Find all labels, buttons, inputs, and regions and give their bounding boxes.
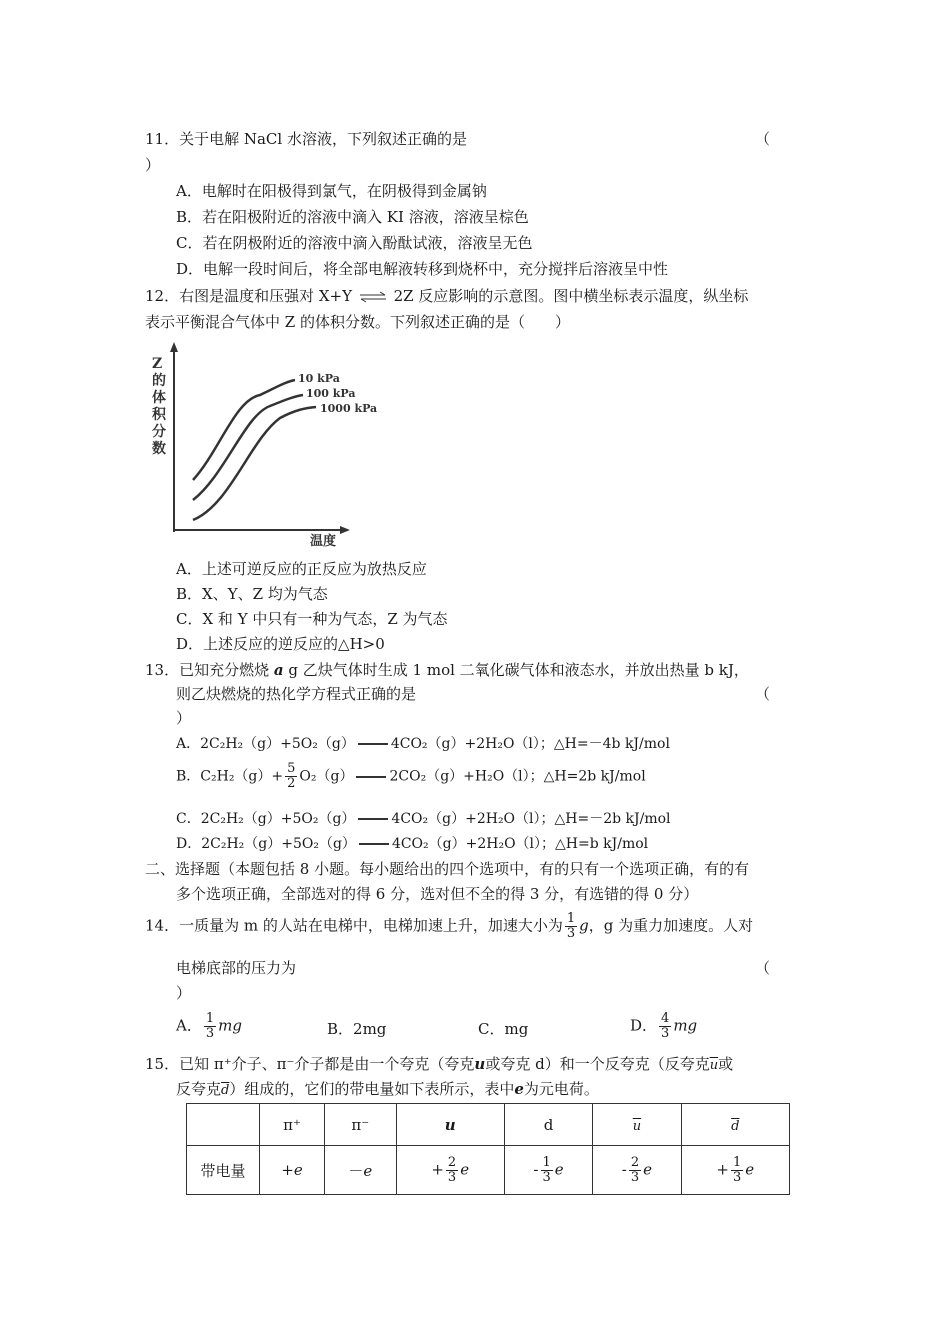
- cell-sign: -: [533, 1160, 539, 1178]
- frac-num: 1: [566, 911, 576, 926]
- q13-option-b-mid: O₂（g）: [299, 768, 354, 785]
- q14-option-d-label: D．: [630, 1016, 658, 1035]
- fraction-5-2: [285, 762, 297, 791]
- q14-g: g: [579, 916, 589, 935]
- q15-e: e: [514, 1080, 524, 1098]
- table-header-empty: [187, 1104, 260, 1146]
- cell-sym: e: [643, 1160, 653, 1178]
- q12-stem-b: 2Z 反应影响的示意图。图中横坐标表示温度，纵坐标: [393, 287, 749, 305]
- q13-stem-line1: [145, 659, 749, 680]
- table-header-dbar-text: d: [731, 1118, 740, 1134]
- curve-100kpa: [193, 395, 303, 500]
- q15-line2: [176, 1078, 599, 1099]
- frac-den: 3: [733, 1169, 742, 1185]
- q14-stem-line1: [145, 912, 753, 941]
- equals-sign-icon: [358, 818, 388, 820]
- frac-den: 3: [447, 1169, 457, 1185]
- q13-option-a-right: 4CO₂（g）+2H₂O（l）；△H=－4b kJ/mol: [390, 736, 670, 752]
- q11-option-a: A．电解时在阳极得到氯气，在阴极得到金属钠: [176, 182, 487, 200]
- curve-label-10kpa: 10 kPa: [298, 372, 340, 385]
- table-row: [187, 1146, 790, 1195]
- q14-option-a-label: A．: [176, 1016, 202, 1035]
- table-header-u: u: [396, 1104, 504, 1146]
- cell-sign: －: [348, 1161, 364, 1180]
- q15-dbar: d: [221, 1083, 230, 1098]
- q12-option-c: C．X 和 Y 中只有一种为气态，Z 为气态: [176, 610, 448, 628]
- q14-option-d: [630, 1012, 697, 1041]
- table-header-dbar: [681, 1104, 789, 1146]
- cell-sym: e: [554, 1160, 564, 1178]
- q13-paren-open: （: [755, 685, 771, 703]
- frac-num: 1: [205, 1011, 215, 1026]
- q13-option-d-left: D．2C₂H₂（g）+5O₂（g）: [176, 836, 356, 852]
- q13-option-c: [176, 808, 671, 828]
- equals-sign-icon: [359, 843, 389, 845]
- frac-den: 3: [661, 1026, 670, 1041]
- frac-den: 3: [205, 1026, 215, 1041]
- cell-sym: e: [293, 1161, 303, 1179]
- x-axis-label: 温度: [310, 534, 337, 549]
- q11-option-d: D．电解一段时间后，将全部电解液转移到烧杯中，充分搅拌后溶液呈中性: [176, 260, 669, 278]
- q14-option-a: [176, 1012, 242, 1041]
- table-cell: [681, 1146, 789, 1195]
- x-axis-arrow-icon: [340, 526, 350, 534]
- cell-sym: e: [460, 1160, 470, 1178]
- q12-stem-a: 12．右图是温度和压强对 X+Y: [145, 287, 353, 305]
- fraction-1-3: [204, 1012, 216, 1041]
- cell-sym: e: [363, 1161, 373, 1180]
- q13-option-c-left: C．2C₂H₂（g）+5O₂（g）: [176, 811, 356, 827]
- section2-line1: 二、选择题（本题包括 8 小题。每小题给出的四个选项中，有的只有一个选项正确，有的有: [145, 860, 750, 878]
- cell-frac: [629, 1156, 641, 1185]
- frac-num: 2: [447, 1154, 457, 1170]
- q13-stem-pre: 13．已知充分燃烧: [145, 661, 270, 679]
- cell-frac: [541, 1156, 553, 1185]
- q15-line1-pre: 15．已知 π⁺介子、π⁻介子都是由一个夸克（夸克: [145, 1055, 475, 1073]
- q13-option-d-right: 4CO₂（g）+2H₂O（l）；△H=b kJ/mol: [391, 836, 649, 852]
- frac-den: 2: [287, 776, 296, 791]
- table-header-pi-plus: π⁺: [260, 1104, 325, 1146]
- q14-option-a-unit: mg: [218, 1016, 242, 1035]
- q15-line1-post: 或: [718, 1055, 734, 1073]
- q15-line2-mid: ）组成的，它们的带电量如下表所示，表中: [229, 1080, 515, 1098]
- fraction-1-3: [565, 912, 577, 941]
- q11-paren-close: ）: [145, 156, 161, 174]
- frac-den: 3: [566, 926, 576, 941]
- table-cell: [396, 1146, 504, 1195]
- q14-option-d-unit: mg: [673, 1016, 698, 1035]
- table-header-ubar: [593, 1104, 681, 1146]
- equilibrium-arrow-icon: [359, 292, 387, 302]
- q12-stem-line2: 表示平衡混合气体中 Z 的体积分数。下列叙述正确的是（ ）: [145, 313, 570, 331]
- q13-option-d: [176, 833, 648, 853]
- q13-option-b-right: 2CO₂（g）+H₂O（l）；△H=2b kJ/mol: [389, 768, 646, 785]
- q15-line2-post: 为元电荷。: [523, 1080, 599, 1098]
- q12-option-b: B．X、Y、Z 均为气态: [176, 585, 328, 603]
- q14-stem-post: ，g 为重力加速度。人对: [588, 916, 754, 935]
- cell-sign: +: [281, 1161, 294, 1179]
- q13-stem-post: g 乙炔气体时生成 1 mol 二氧化碳气体和液态水，并放出热量 b kJ，: [288, 661, 749, 679]
- table-cell: [593, 1146, 681, 1195]
- frac-den: 3: [542, 1169, 551, 1185]
- cell-sign: -: [621, 1160, 627, 1178]
- frac-den: 3: [630, 1169, 640, 1185]
- q14-paren-open: （: [755, 959, 771, 977]
- q14-option-b: B．2mg: [327, 1020, 387, 1038]
- table-header-pi-minus: π⁻: [325, 1104, 397, 1146]
- table-header-ubar-text: u: [632, 1118, 642, 1134]
- q13-option-c-right: 4CO₂（g）+2H₂O（l）；△H=－2b kJ/mol: [391, 811, 671, 827]
- table-header-row: [187, 1104, 790, 1146]
- q15-u: u: [474, 1055, 486, 1073]
- q13-option-a: [176, 733, 670, 753]
- y-axis-arrow-icon: [170, 342, 178, 352]
- q12-option-d: D．上述反应的逆反应的△H>0: [176, 635, 385, 653]
- q15-ubar: u: [709, 1058, 719, 1073]
- q15-line1: [145, 1053, 733, 1074]
- q14-option-c: C．mg: [478, 1020, 529, 1038]
- table-cell: [504, 1146, 592, 1195]
- frac-num: 1: [733, 1154, 742, 1170]
- table-cell: [325, 1146, 397, 1195]
- q15-line1-mid: 或夸克 d）和一个反夸克（反夸克: [485, 1055, 710, 1073]
- q14-stem-line2: 电梯底部的压力为: [176, 959, 297, 977]
- frac-num: 4: [661, 1011, 670, 1026]
- q15-line2-pre: 反夸克: [176, 1080, 222, 1098]
- section2-line2: 多个选项正确，全部选对的得 6 分，选对但不全的得 3 分，有选错的得 0 分）: [176, 885, 699, 903]
- table-header-d: d: [504, 1104, 592, 1146]
- q14-paren-close: ）: [176, 984, 192, 1002]
- cell-sign: +: [716, 1160, 729, 1178]
- table-cell: [260, 1146, 325, 1195]
- table-row-label: 带电量: [187, 1146, 260, 1195]
- q11-option-c: C．若在阴极附近的溶液中滴入酚酞试液，溶液呈无色: [176, 234, 533, 252]
- q14-stem-pre: 14．一质量为 m 的人站在电梯中，电梯加速上升，加速大小为: [145, 916, 563, 935]
- q13-paren-close: ）: [176, 709, 192, 727]
- q13-option-a-left: A．2C₂H₂（g）+5O₂（g）: [176, 736, 355, 752]
- q11-paren-open: （: [755, 130, 771, 148]
- curve-label-1000kpa: 1000 kPa: [320, 402, 378, 415]
- equals-sign-icon: [356, 776, 386, 778]
- equals-sign-icon: [358, 743, 388, 745]
- q13-option-b-left: B．C₂H₂（g）+: [176, 768, 284, 785]
- curve-label-100kpa: 100 kPa: [306, 387, 356, 400]
- cell-sign: +: [431, 1160, 444, 1178]
- cell-frac: [731, 1156, 743, 1185]
- frac-num: 5: [287, 761, 296, 776]
- cell-frac: [446, 1156, 458, 1185]
- curve-1000kpa: [193, 407, 316, 520]
- q13-stem-a: a: [273, 661, 284, 679]
- q13-option-b: [176, 762, 646, 791]
- charge-table: [186, 1103, 790, 1195]
- frac-num: 1: [542, 1154, 551, 1170]
- fraction-4-3: [659, 1012, 671, 1041]
- q12-option-a: A．上述可逆反应的正反应为放热反应: [176, 560, 427, 578]
- frac-num: 2: [630, 1154, 640, 1170]
- q12-stem-line1: [145, 285, 748, 306]
- y-axis-label: Z 的体积分数: [152, 356, 166, 457]
- q11-stem: 11．关于电解 NaCl 水溶液，下列叙述正确的是: [145, 130, 467, 148]
- cell-sym: e: [745, 1160, 755, 1178]
- q12-graph: [140, 340, 378, 550]
- q11-option-b: B．若在阳极附近的溶液中滴入 KI 溶液，溶液呈棕色: [176, 208, 529, 226]
- q13-stem-line2: 则乙炔燃烧的热化学方程式正确的是: [176, 685, 417, 703]
